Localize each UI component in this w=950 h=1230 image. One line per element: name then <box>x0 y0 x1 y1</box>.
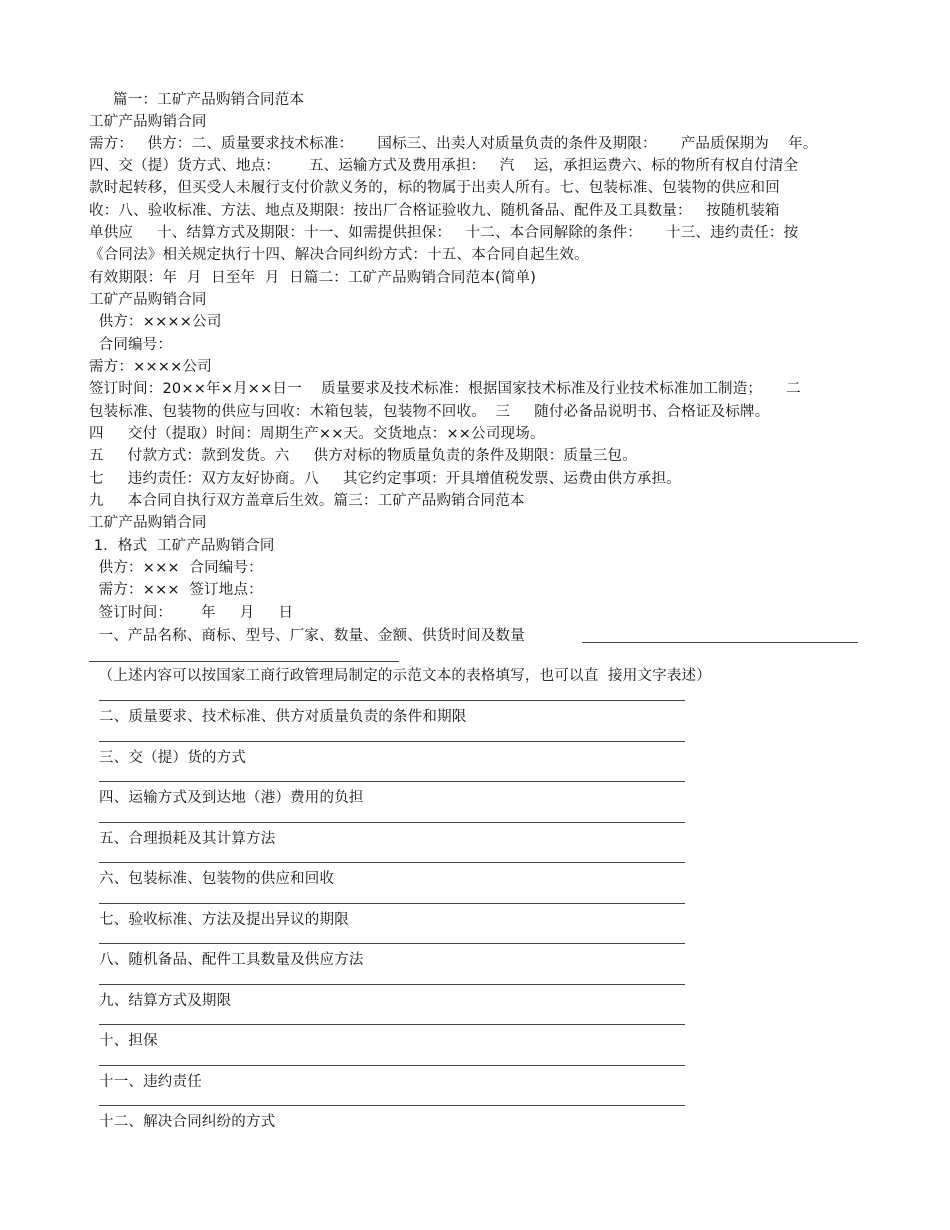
section-heading: 十二、解决合同纠纷的方式 <box>99 1114 276 1130</box>
doc-line-19: 九 本合同自执行双方盖章后生效。篇三：工矿产品购销合同范本 <box>89 493 525 509</box>
doc-line-17: 五 付款方式：款到发货。六 供方对标的物质量负责的条件及期限：质量三包。 <box>89 448 637 464</box>
section-rule <box>99 700 685 701</box>
section-rule <box>99 781 685 782</box>
section-heading: 八、随机备品、配件工具数量及供应方法 <box>99 952 364 968</box>
doc-line-22: 供方：××× 合同编号： <box>89 560 263 576</box>
doc-line-23: 需方：××× 签订地点： <box>89 582 263 598</box>
doc-line-21: 1．格式 工矿产品购销合同 <box>89 538 275 554</box>
section-heading: 六、包装标准、包装物的供应和回收 <box>99 871 335 887</box>
section-rule <box>99 1024 685 1025</box>
doc-line-20: 工矿产品购销合同 <box>89 515 207 531</box>
section-heading: 十一、违约责任 <box>99 1074 202 1090</box>
doc-line-6: 收：八、验收标准、方法、地点及期限：按出厂合格证验收九、随机备品、配件及工具数量： 按随机装箱 <box>89 203 780 219</box>
doc-line-15: 包装标准、包装物的供应与回收：木箱包装，包装物不回收。 三 随付必备品说明书、合格证及标牌。 <box>89 404 770 420</box>
section-heading: 十、担保 <box>99 1033 158 1049</box>
fill-line <box>582 642 858 643</box>
doc-line-2: 工矿产品购销合同 <box>89 114 207 130</box>
section-rule <box>99 1065 685 1066</box>
doc-line-12: 合同编号： <box>89 337 173 353</box>
doc-line-25: 一、产品名称、商标、型号、厂家、数量、金额、供货时间及数量 <box>89 628 525 644</box>
doc-line-26: （上述内容可以按国家工商行政管理局制定的示范文本的表格填写，也可以直 接用文字表述） <box>89 668 711 684</box>
section-rule <box>99 984 685 985</box>
section-heading: 九、结算方式及期限 <box>99 993 232 1009</box>
doc-line-5: 款时起转移，但买受人未履行支付价款义务的，标的物属于出卖人所有。七、包装标准、包装物的供应和回 <box>89 180 780 196</box>
doc-line-8: 《合同法》相关规定执行十四、解决合同纠纷方式：十五、本合同自起生效。 <box>89 247 589 263</box>
doc-line-13: 需方：××××公司 <box>89 359 212 375</box>
section-heading: 三、交（提）货的方式 <box>99 750 246 766</box>
section-rule <box>99 1105 685 1106</box>
section-rule <box>99 862 685 863</box>
doc-line-1: 篇一：工矿产品购销合同范本 <box>89 92 305 108</box>
section-rule <box>99 903 685 904</box>
section-heading: 二、质量要求、技术标准、供方对质量负责的条件和期限 <box>99 709 467 725</box>
doc-line-10: 工矿产品购销合同 <box>89 292 207 308</box>
section-rule <box>99 943 685 944</box>
section-rule <box>99 741 685 742</box>
fill-line <box>89 661 399 662</box>
doc-line-11: 供方：××××公司 <box>89 314 222 330</box>
doc-line-3: 需方： 供方：二、质量要求技术标准： 国标三、出卖人对质量负责的条件及期限： 产品质保期为 年。 <box>89 136 818 152</box>
section-heading: 五、合理损耗及其计算方法 <box>99 831 276 847</box>
section-heading: 四、运输方式及到达地（港）费用的负担 <box>99 790 364 806</box>
doc-line-16: 四 交付（提取）时间：周期生产××天。交货地点：××公司现场。 <box>89 426 545 442</box>
section-heading: 七、验收标准、方法及提出异议的期限 <box>99 912 349 928</box>
doc-line-18: 七 违约责任：双方友好协商。八 其它约定事项：开具增值税发票、运费由供方承担。 <box>89 471 681 487</box>
doc-line-14: 签订时间：20××年×月××日一 质量要求及技术标准：根据国家技术标准及行业技术标准加工制造； 二 <box>89 381 801 397</box>
doc-line-4: 四、交（提）货方式、地点： 五、运输方式及费用承担： 汽 运，承担运费六、标的物所有权自付清全 <box>89 158 799 174</box>
doc-line-9: 有效期限：年 月 日至年 月 日篇二：工矿产品购销合同范本(简单) <box>89 270 537 286</box>
section-rule <box>99 822 685 823</box>
doc-line-24: 签订时间： 年 月 日 <box>89 605 294 621</box>
doc-line-7: 单供应 十、结算方式及期限：十一、如需提供担保： 十二、本合同解除的条件： 十三、违约责任：按 <box>89 225 799 241</box>
